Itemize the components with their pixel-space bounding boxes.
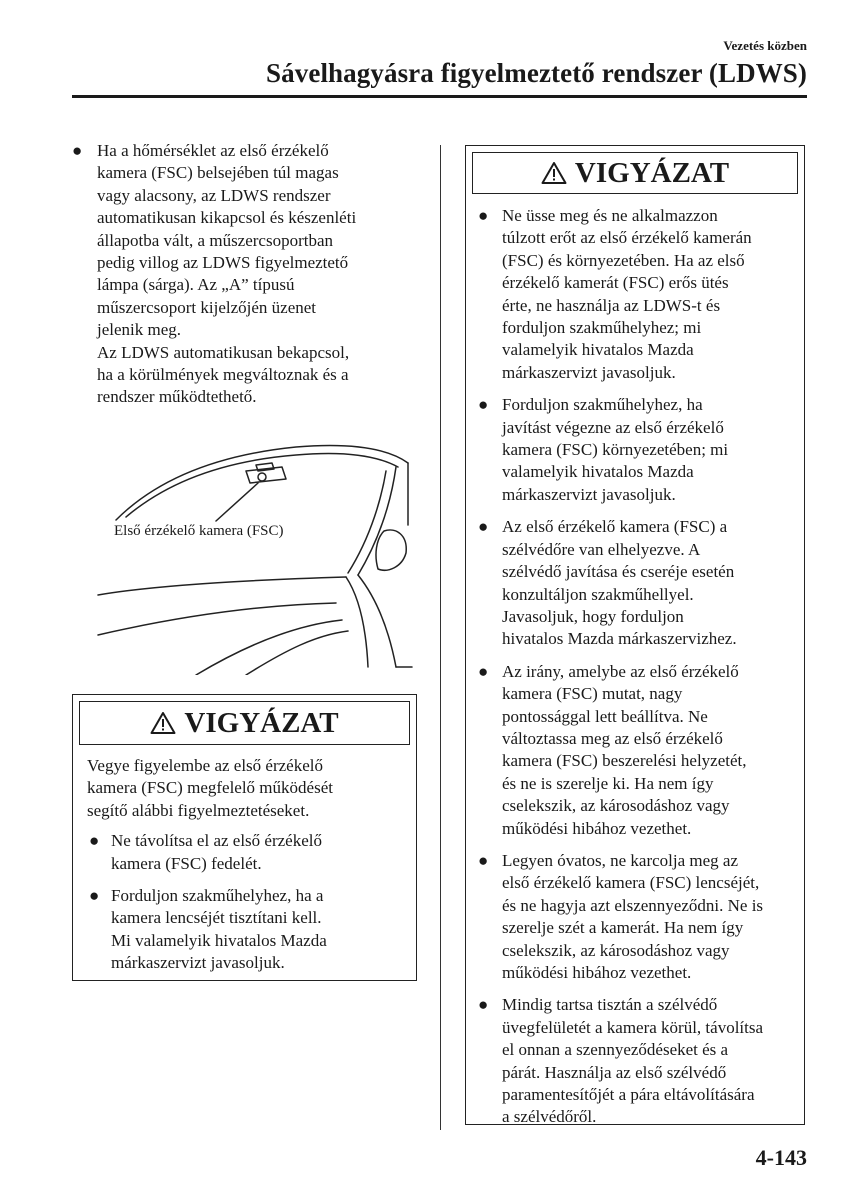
page-number: 4-143: [755, 1145, 807, 1170]
bullet-icon: ●: [89, 886, 100, 906]
list-item-text: Forduljon szakműhelyhez, ha a kamera lencséjét tisztítani kell. Mi valamelyik hivatalos Mazda márkaszervizt javasoljuk.: [111, 886, 327, 973]
warning-triangle-icon: [150, 711, 176, 735]
list-item-text: Legyen óvatos, ne karcolja meg az első érzékelő kamera (FSC) lencséjét, és ne hagyja azt elszennyeződni. Ne is szerelje szét a kamerát. Ha nem így cselekszik, az károsodáshoz vagy működési hibához vezethet.: [502, 850, 764, 982]
section-label: Vezetés közben: [723, 38, 807, 53]
caution-header: [79, 701, 410, 745]
caution-intro: Vegye figyelembe az első érzékelő kamera (FSC) megfelelő működését segítő alábbi figyelmeztetéseket.: [87, 756, 333, 820]
list-item-text: Mindig tartsa tisztán a szélvédő üvegfelületét a kamera körül, távolítsa el onnan a szennyeződéseket és a párát. Használja az első szélvédő paramentesítőjét a pára eltávolítására a szélvédőről.: [502, 995, 764, 1127]
list-item-text: Ne üsse meg és ne alkalmazzon túlzott erőt az első érzékelő kamerán (FSC) és környezetében. Ha az első érzékelő kamerát (FSC) erős ütés érte, ne használja az LDWS-t és forduljon szakműhelyhez; mi valamelyik hivatalos Mazda márkaszervizt javasoljuk.: [502, 206, 752, 382]
temperature-note: [72, 140, 417, 409]
bullet-icon: ●: [478, 850, 489, 870]
warning-triangle-icon: [541, 161, 567, 185]
caution-body: [87, 755, 406, 985]
page-title: Sávelhagyásra figyelmeztető rendszer (LDWS): [266, 58, 807, 88]
figure-label: Első érzékelő kamera (FSC): [114, 523, 284, 539]
list-item: [478, 205, 796, 384]
list-item: [478, 850, 796, 984]
caution-title: VIGYÁZAT: [184, 706, 339, 739]
list-item: [478, 516, 796, 650]
bullet-icon: ●: [89, 831, 100, 851]
list-item-text: Forduljon szakműhelyhez, ha javítást végezne az első érzékelő kamera (FSC) környezetében; mi valamelyik hivatalos Mazda márkaszervizt javasoljuk.: [502, 395, 729, 504]
bullet-icon: ●: [478, 517, 489, 537]
bullet-icon: ●: [478, 395, 489, 415]
list-item: [478, 661, 796, 840]
car-windshield-illustration: [96, 435, 416, 675]
temperature-note-text: Ha a hőmérséklet az első érzékelő kamera (FSC) belsejében túl magas vagy alacsony, az LDWS rendszer automatikusan kikapcsol és készenléti állapotba vált, a műszercsoportban pedig villog az LDWS figyelmeztető lámpa (sárga). Az „A” típusú műszercsoport kijelzőjén üzenet jelenik meg. Az LDWS automatikusan bekapcsol, ha a körülmények megváltoznak és a rendszer működtethető.: [97, 141, 357, 407]
caution-title: VIGYÁZAT: [574, 156, 730, 189]
list-item-text: Az irány, amelybe az első érzékelő kamera (FSC) mutat, nagy pontossággal lett beállítva. Ne változtassa meg az első érzékelő kamera (FSC) beszerelési helyzetét, és ne is szerelje ki. Ha nem így cselekszik, az károsodáshoz vagy működési hibához vezethet.: [502, 661, 747, 838]
bullet-icon: ●: [478, 661, 489, 681]
list-item: [87, 885, 406, 975]
list-item-text: Az első érzékelő kamera (FSC) a szélvédőre van elhelyezve. A szélvédő javítása és cseréje esetén konzultáljon szakműhellyel. Javasoljuk, hogy forduljon hivatalos Mazda márkaszervizhez.: [502, 517, 737, 649]
caution-body: [478, 205, 796, 1139]
bullet-icon: ●: [478, 995, 489, 1015]
list-item: [87, 830, 406, 875]
list-item-text: Ne távolítsa el az első érzékelő kamera (FSC) fedelét.: [111, 831, 322, 873]
list-item: [478, 994, 796, 1128]
caution-box-right: [465, 145, 805, 1125]
windshield-camera-figure: [96, 435, 416, 675]
list-item: [478, 394, 796, 506]
bullet-icon: ●: [72, 141, 83, 160]
title-rule: [72, 95, 807, 98]
caution-header: [472, 152, 798, 194]
bullet-icon: ●: [478, 206, 489, 225]
caution-box-left: [72, 694, 417, 981]
column-divider: [440, 145, 441, 1130]
